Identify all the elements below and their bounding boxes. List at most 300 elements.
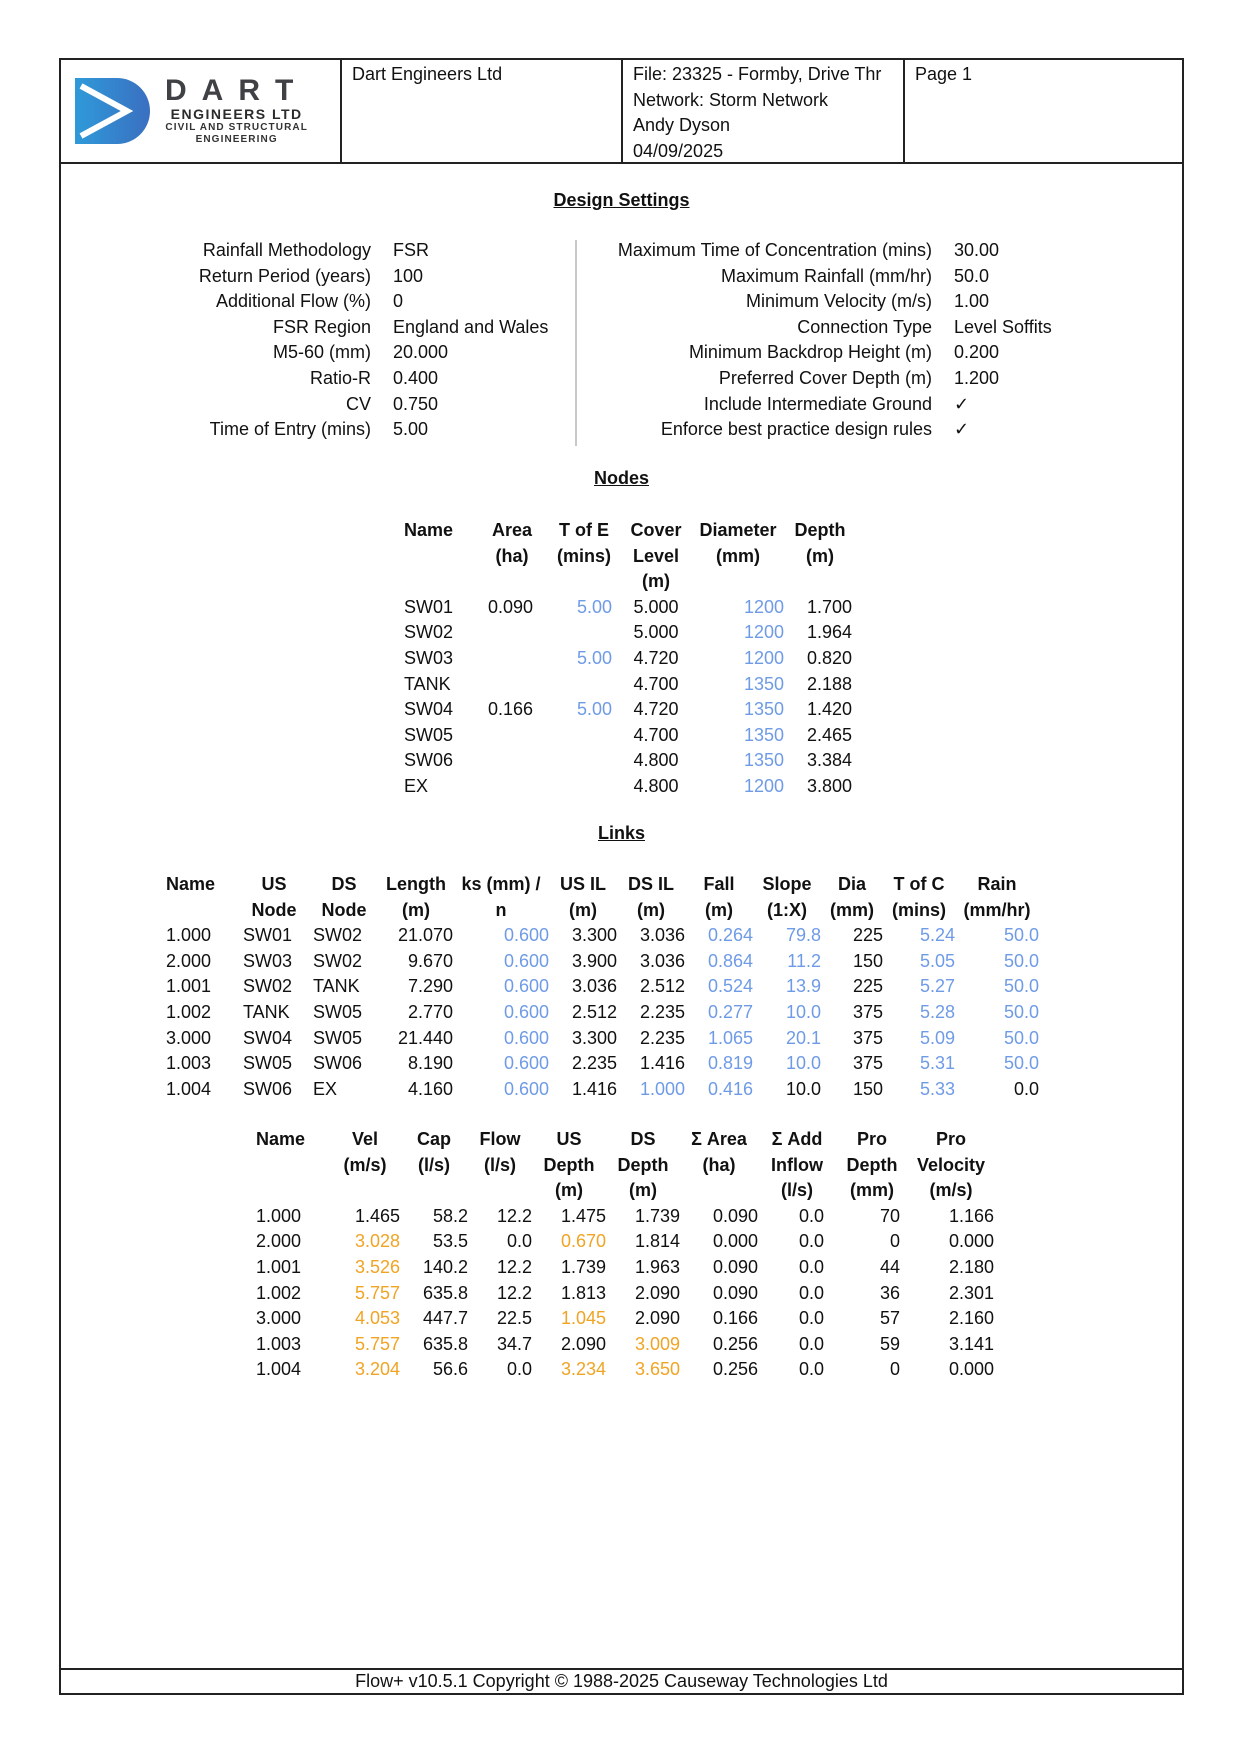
table-row [396,774,856,800]
table-cell: 3.028 [354,1231,400,1252]
table-cell: 1.001 [166,976,212,997]
setting-label: Additional Flow (%) [215,291,371,312]
logo-cell [61,60,342,162]
column-header [685,872,753,923]
table-cell: SW02 [313,925,363,946]
table-cell: 4.160 [407,1078,453,1099]
links-title: Links [597,823,645,843]
table-cell: SW03 [404,647,454,668]
column-header [453,872,549,923]
table-cell: 3.000 [166,1027,212,1048]
table-cell: SW06 [404,750,454,771]
table-cell [548,620,620,646]
column-header-line: Node [321,899,367,920]
column-header-line: Name [166,874,216,894]
table-cell: 1.166 [948,1205,994,1226]
table-cell: 44 [879,1256,900,1277]
table-row [166,949,1039,975]
table-cell: 3.036 [639,950,685,971]
table-cell: 0.416 [707,1078,753,1099]
table-cell: SW05 [313,1027,363,1048]
table-cell: 56.6 [432,1359,468,1380]
network-name: Network: Storm Network [633,89,829,110]
table-cell: 0.820 [806,647,852,668]
table-cell: 9.670 [407,950,453,971]
table-cell: 1.739 [560,1256,606,1277]
column-header [239,872,309,923]
setting-value: 1.200 [954,367,1000,388]
table-cell: 20.1 [785,1027,821,1048]
footer-copyright: Flow+ v10.5.1 Copyright © 1988-2025 Causeway Technologies Ltd [61,1668,1182,1693]
setting-label: Include Intermediate Ground [703,393,932,414]
column-header-line: Inflow [771,1154,823,1175]
column-header-line: n [495,899,507,920]
column-header-line: Pro [856,1129,887,1149]
table-cell: 50.0 [1003,1001,1039,1022]
table-cell: 59 [879,1333,900,1354]
table-row [166,1000,1039,1026]
setting-label: Preferred Cover Depth (m) [718,367,932,388]
table-cell: 2.235 [571,1053,617,1074]
column-header-line: Node [251,899,297,920]
setting-value: 0.750 [393,393,439,414]
setting-value: 0.200 [954,342,1000,363]
column-header [166,872,239,923]
table-cell: 1.416 [639,1053,685,1074]
column-header-line: DS [630,1129,656,1149]
table-cell: 70 [879,1205,900,1226]
report-date: 04/09/2025 [633,140,724,161]
logo-line3: ENGINEERING [195,134,278,145]
table-cell: 4.800 [633,750,679,771]
table-cell: 3.900 [571,950,617,971]
table-cell: 0.864 [707,950,753,971]
table-cell: 0.0 [506,1359,532,1380]
table-cell: 0.256 [712,1359,758,1380]
column-header [821,872,883,923]
setting-value: 20.000 [393,342,449,363]
author-name: Andy Dyson [633,115,731,135]
table-row [256,1281,994,1307]
table-cell: 2.465 [806,724,852,745]
setting-value: 100 [393,265,424,286]
table-cell: SW04 [243,1027,293,1048]
column-header [468,1127,532,1204]
table-cell: 1350 [743,750,784,771]
column-header-line: Flow [479,1129,521,1149]
table-cell: 3.300 [571,925,617,946]
results-table [256,1127,994,1383]
table-cell: 1200 [743,647,784,668]
design-settings-title: Design Settings [553,190,690,210]
table-cell: 1350 [743,724,784,745]
column-header [836,1127,908,1204]
table-cell: 0.090 [712,1205,758,1226]
column-header-line: Area [491,520,533,540]
table-cell: 0.600 [503,1078,549,1099]
table-cell: 4.720 [633,647,679,668]
column-header-line: (mm) [830,899,874,920]
table-row [396,620,856,646]
setting-label: Minimum Velocity (m/s) [745,291,932,312]
company-name-cell [342,60,623,162]
table-cell: 0.090 [712,1256,758,1277]
setting-value: 50.0 [954,265,990,286]
table-cell: SW02 [243,976,293,997]
table-cell: 2.235 [639,1001,685,1022]
setting-value: ✓ [954,419,970,440]
logo-line2: CIVIL AND STRUCTURAL [165,122,308,133]
table-row [256,1357,994,1383]
column-header [400,1127,468,1204]
file-info-cell [623,60,905,162]
table-cell: 36 [879,1282,900,1303]
column-header-line: (m) [806,545,834,566]
column-header-line: Pro [935,1129,966,1149]
table-cell: 0.0 [798,1256,824,1277]
setting-value: 0.400 [393,367,439,388]
table-cell: 3.300 [571,1027,617,1048]
table-cell [476,646,548,672]
table-cell: 4.700 [633,724,679,745]
setting-value: 1.00 [954,291,990,312]
table-cell: 50.0 [1003,950,1039,971]
table-cell: 1.045 [560,1308,606,1329]
table-cell: 0.090 [712,1282,758,1303]
column-header-line: (ha) [495,545,529,566]
table-cell: SW01 [243,925,293,946]
table-cell: 5.00 [576,699,612,720]
table-cell: 375 [852,1001,883,1022]
page-number: Page 1 [915,64,973,84]
table-cell: 0.000 [948,1359,994,1380]
table-cell: 0.0 [798,1205,824,1226]
table-cell: 2.000 [256,1231,302,1252]
table-cell: SW06 [243,1078,293,1099]
column-header-line: ks (mm) / [461,874,541,894]
table-cell: 5.757 [354,1333,400,1354]
table-cell: 1.420 [806,699,852,720]
table-cell: 57 [879,1308,900,1329]
table-row [166,974,1039,1000]
table-cell: 1.002 [256,1282,302,1303]
setting-value: England and Wales [393,316,549,337]
table-cell: 447.7 [422,1308,468,1329]
setting-label: FSR Region [272,316,371,337]
table-cell: EX [313,1078,338,1099]
table-cell: 1.004 [166,1078,212,1099]
table-cell: 2.512 [571,1001,617,1022]
setting-value: 30.00 [954,240,1000,260]
table-cell: SW01 [404,596,454,617]
column-header [692,518,784,595]
column-header-line: (mm/hr) [963,899,1031,920]
column-header-line: (mins) [557,545,611,566]
column-header-line: (l/s) [483,1154,516,1175]
dart-logo-icon [75,78,151,144]
table-cell [548,672,620,698]
setting-row [61,238,1052,264]
table-cell: TANK [243,1001,290,1022]
setting-label: Enforce best practice design rules [660,419,932,440]
table-cell: 1.004 [256,1359,302,1380]
table-cell: 0.277 [707,1001,753,1022]
setting-row [61,366,1052,392]
table-cell [548,748,620,774]
table-cell: 225 [852,925,883,946]
column-header-line: (m/s) [929,1180,973,1201]
column-header [680,1127,758,1204]
table-cell: 1.416 [571,1078,617,1099]
table-row [256,1306,994,1332]
column-header [883,872,955,923]
table-cell: 3.650 [634,1359,680,1380]
report-header [61,60,1182,164]
column-header-line: Σ Add [771,1129,823,1149]
table-cell: 1.000 [639,1078,685,1099]
table-cell: 0.600 [503,950,549,971]
company-logo [75,76,308,146]
table-cell: 1200 [743,622,784,643]
column-header-line: Level [632,545,680,566]
column-header-line: (m) [637,899,665,920]
column-header-line: (1:X) [767,899,807,920]
table-cell: SW02 [313,950,363,971]
settings-right-column [61,238,1052,443]
table-cell: 5.27 [919,976,955,997]
column-header-line: (m) [642,571,670,592]
table-row [166,1077,1039,1103]
table-cell: 635.8 [422,1333,468,1354]
setting-label: Ratio-R [309,367,371,388]
table-cell: 12.2 [496,1282,532,1303]
table-cell: 1.003 [256,1333,302,1354]
table-cell: SW05 [404,724,454,745]
table-cell: 0.0 [798,1333,824,1354]
table-cell: 1350 [743,673,784,694]
column-header-line: (mm) [716,545,760,566]
column-header-line: DS IL [627,874,674,894]
table-cell: SW05 [243,1053,293,1074]
table-cell: 1.000 [256,1205,302,1226]
table-cell: 2.090 [634,1308,680,1329]
table-cell: 22.5 [496,1308,532,1329]
table-cell: 50.0 [1003,1027,1039,1048]
setting-row [61,392,1052,418]
table-cell: SW03 [243,950,293,971]
column-header-line: Vel [351,1129,379,1149]
table-cell: 3.800 [806,775,852,796]
table-cell: 8.190 [407,1053,453,1074]
header-row [166,872,1039,923]
table-cell: 11.2 [787,950,821,971]
table-cell: SW02 [404,622,454,643]
table-row [166,923,1039,949]
table-cell: 58.2 [432,1205,468,1226]
column-header-line: US [261,874,287,894]
setting-value: Level Soffits [954,316,1052,337]
column-header-line: (m) [555,1180,583,1201]
table-cell: 0.166 [488,699,534,720]
table-cell: 0.600 [503,1053,549,1074]
table-cell: 0.600 [503,1001,549,1022]
links-table [166,872,1039,1102]
table-cell [476,672,548,698]
column-header [784,518,856,595]
table-cell: 1.001 [256,1256,302,1277]
column-header-line: Name [256,1129,306,1149]
column-header [379,872,453,923]
table-cell: 3.036 [639,925,685,946]
table-cell: 1.700 [806,596,852,617]
column-header-line: (m) [705,899,733,920]
table-cell: 1.475 [560,1205,606,1226]
table-cell: 1.000 [166,925,212,946]
table-row [256,1332,994,1358]
table-cell: 4.700 [633,673,679,694]
table-cell: 375 [852,1053,883,1074]
table-cell: 34.7 [496,1333,532,1354]
table-cell: 5.09 [919,1027,955,1048]
column-header [620,518,692,595]
setting-value: 0 [393,291,404,312]
column-header [908,1127,994,1204]
column-header [549,872,617,923]
table-cell [548,723,620,749]
table-cell: 0.0 [1013,1078,1039,1099]
table-row [396,646,856,672]
table-cell: 5.00 [576,596,612,617]
table-cell: 21.070 [397,925,453,946]
table-cell: 150 [852,950,883,971]
table-cell: 7.290 [407,976,453,997]
setting-row [61,417,1052,443]
table-cell: 53.5 [432,1231,468,1252]
column-header-line: (m) [402,899,430,920]
table-cell: 0.166 [712,1308,758,1329]
table-cell: 3.526 [354,1256,400,1277]
table-cell: 0.670 [560,1231,606,1252]
table-cell: 4.053 [354,1308,400,1329]
table-cell: 225 [852,976,883,997]
column-header [955,872,1039,923]
table-cell: 0 [889,1359,900,1380]
table-cell: 0.600 [503,976,549,997]
setting-value: 5.00 [393,419,429,440]
table-cell: 1.465 [354,1205,400,1226]
table-cell: 50.0 [1003,976,1039,997]
table-cell: 0.000 [712,1231,758,1252]
setting-label: Connection Type [797,316,932,337]
table-cell: 375 [852,1027,883,1048]
column-header-line: T of C [893,874,945,894]
table-cell: 12.2 [496,1205,532,1226]
column-header-line: (l/s) [780,1180,813,1201]
table-row [396,672,856,698]
column-header-line: (m) [569,899,597,920]
setting-label: Maximum Time of Concentration (mins) [617,240,932,260]
column-header-line: Depth [543,1154,595,1175]
setting-label: Maximum Rainfall (mm/hr) [720,265,932,286]
table-cell: 3.384 [806,750,852,771]
column-header [532,1127,606,1204]
table-cell: 0.000 [948,1231,994,1252]
table-cell: 2.160 [948,1308,994,1329]
table-row [166,1026,1039,1052]
column-header [330,1127,400,1204]
table-cell [476,748,548,774]
table-cell: 2.090 [560,1333,606,1354]
table-cell: 1.003 [166,1053,212,1074]
table-cell: 0.090 [488,596,534,617]
nodes-table [396,518,856,800]
column-header [256,1127,330,1204]
table-cell: 0.819 [707,1053,753,1074]
table-cell: 0 [889,1231,900,1252]
table-cell [476,620,548,646]
table-cell: 0.0 [506,1231,532,1252]
table-cell: 1.963 [634,1256,680,1277]
table-cell: 10.0 [785,1078,821,1099]
column-header-line: (ha) [702,1154,736,1175]
table-cell: 5.05 [919,950,955,971]
table-cell: 1.739 [634,1205,680,1226]
table-cell: 4.720 [633,699,679,720]
table-row [396,748,856,774]
column-header [396,518,476,595]
table-cell: 635.8 [422,1282,468,1303]
table-cell: 3.204 [354,1359,400,1380]
table-cell: 140.2 [422,1256,468,1277]
column-header-line: (m) [629,1180,657,1201]
table-cell: 21.440 [397,1027,453,1048]
table-cell: 0.0 [798,1231,824,1252]
table-cell: 3.141 [948,1333,994,1354]
logo-line1: ENGINEERS LTD [170,106,303,122]
column-header-line: Depth [846,1154,898,1175]
table-cell: 1350 [743,699,784,720]
column-header-line: Depth [794,520,846,540]
column-header-line: (m/s) [343,1154,387,1175]
setting-label: Return Period (years) [198,265,371,286]
table-row [256,1204,994,1230]
column-header-line: DS [331,874,357,894]
table-cell: 0.264 [707,925,753,946]
table-cell: 0.0 [798,1282,824,1303]
table-cell: 5.31 [919,1053,955,1074]
column-header [606,1127,680,1204]
header-row [256,1127,994,1204]
table-cell: 0.600 [503,1027,549,1048]
table-cell: 3.036 [571,976,617,997]
table-row [166,1051,1039,1077]
table-cell: SW04 [404,699,454,720]
table-cell: TANK [404,673,451,694]
table-cell [476,723,548,749]
table-cell: 10.0 [785,1053,821,1074]
table-cell: 5.33 [919,1078,955,1099]
column-header-line: Rain [977,874,1017,894]
column-header-line: Σ Area [691,1129,747,1149]
table-cell: 1.813 [560,1282,606,1303]
table-cell: 1.964 [806,622,852,643]
table-cell: 2.188 [806,673,852,694]
table-cell: 1.814 [634,1231,680,1252]
table-cell [476,774,548,800]
table-cell: 3.234 [560,1359,606,1380]
setting-row [61,315,1052,341]
column-header [476,518,548,595]
